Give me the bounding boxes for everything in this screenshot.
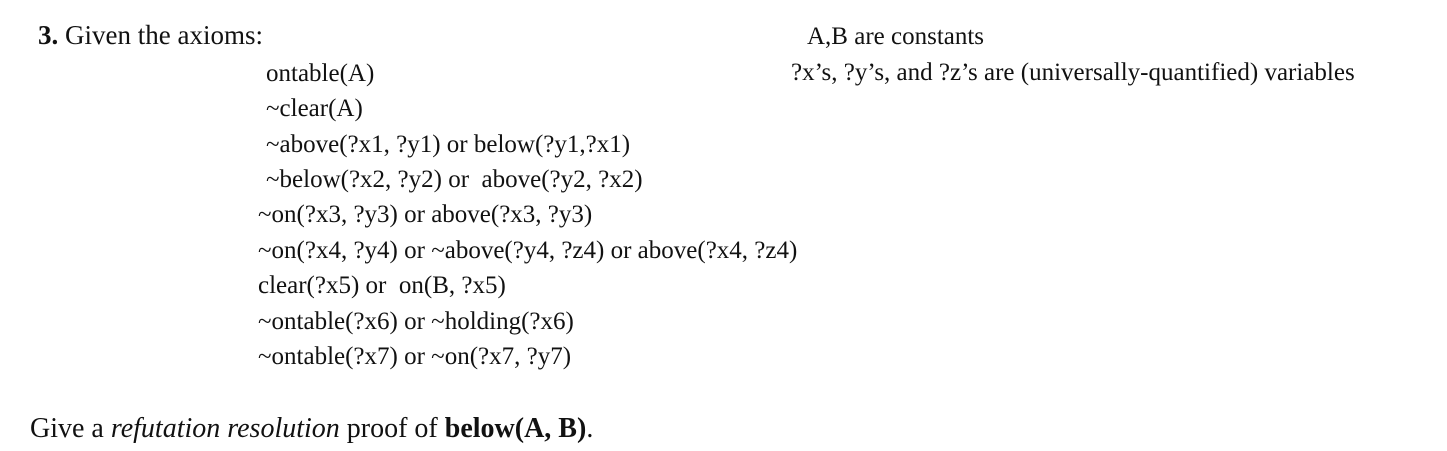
axiom-1: ontable(A) — [266, 60, 375, 87]
axiom-8: ~ontable(?x6) or ~holding(?x6) — [258, 308, 574, 335]
task-middle: proof of — [339, 413, 445, 444]
task-prefix: Give a — [30, 413, 111, 444]
axiom-5: ~on(?x3, ?y3) or above(?x3, ?y3) — [258, 201, 593, 228]
task-statement — [30, 415, 593, 443]
task-suffix: . — [586, 413, 594, 444]
axiom-6: ~on(?x4, ?y4) or ~above(?y4, ?z4) or above(?x4, ?z4) — [258, 237, 798, 264]
axiom-7: clear(?x5) or on(B, ?x5) — [258, 272, 506, 299]
variables-note: ?x’s, ?y’s, and ?z’s are (universally-quantified) variables — [791, 59, 1355, 86]
axiom-9: ~ontable(?x7) or ~on(?x7, ?y7) — [258, 343, 572, 370]
problem-number: 3. — [38, 20, 59, 50]
task-emphasis: refutation resolution — [110, 413, 340, 444]
axiom-2: ~clear(A) — [266, 95, 363, 122]
constants-note: A,B are constants — [807, 23, 985, 50]
task-goal: below(A, B) — [444, 413, 587, 444]
problem-intro: Given the axioms: — [65, 20, 263, 50]
axiom-4: ~below(?x2, ?y2) or above(?y2, ?x2) — [266, 166, 643, 193]
axiom-3: ~above(?x1, ?y1) or below(?y1,?x1) — [266, 131, 631, 158]
problem-heading — [38, 22, 263, 49]
